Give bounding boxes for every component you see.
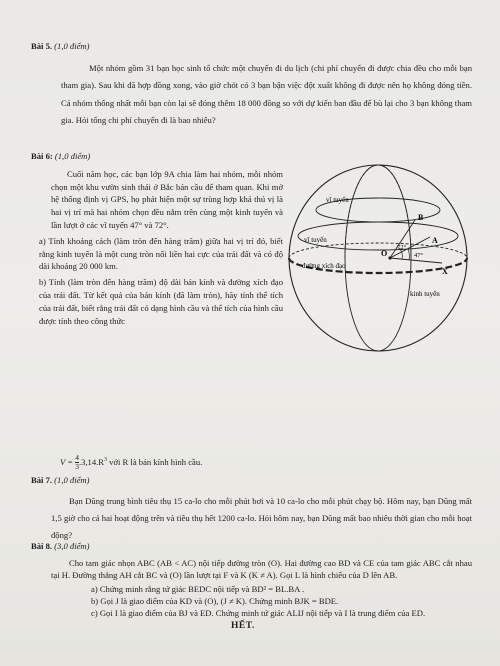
globe-outline <box>289 165 467 351</box>
meridian-front <box>345 165 411 351</box>
problem-8-part-b: b) Gọi J là giao điểm của KD và (O), (J ≠ K). Chứng minh BJK = BDE. <box>91 596 339 607</box>
problem-7-points: (1,0 điểm) <box>54 475 90 485</box>
problem-8 <box>31 540 472 619</box>
label-A: A <box>432 236 438 245</box>
problem-7-text: Bạn Dũng trung bình tiêu thụ 15 ca-lo cho mỗi phút bơi và 10 ca-lo cho mỗi phút chạy bộ. Hôm nay, bạn Dũng mất 1,5 giờ cho cả hai hoạt động trên và tiêu thụ hết 1200 ca-lo. Hỏi hôm nay, bạn Dũng mất bao nhiêu thời gian cho mỗi hoạt động? <box>51 495 472 540</box>
label-B: B <box>418 213 424 222</box>
volume-formula: V = $\frac{4}{3}$ $.3,14.R^3$ với R là bán kính hình cầu. <box>60 453 203 472</box>
label-angle-72: 72° <box>397 244 407 251</box>
angle-arc-47 <box>408 249 409 260</box>
problem-8-part-a: a) Chứng minh rằng tứ giác BEDC nội tiếp và BD² = BL.BA . <box>91 584 305 595</box>
label-meridian: kinh tuyến <box>410 290 440 298</box>
label-equator: đường xích đạo <box>302 262 346 270</box>
label-X: X <box>442 267 448 276</box>
end-mark: HẾT. <box>231 621 255 631</box>
problem-8-title: Bài 8. <box>31 541 53 551</box>
problem-8-points: (3,0 điểm) <box>54 541 90 551</box>
problem-6-title: Bài 6: <box>31 151 53 161</box>
formula-fraction: $\frac{4}{3}$ <box>75 453 79 472</box>
label-O: O <box>381 249 388 258</box>
problem-5-text: Một nhóm gồm 31 bạn học sinh tổ chức một chuyến đi du lịch (chi phí chuyến đi được chia đều cho mỗi bạn tham gia). Sau khi đã hợp đồng xong, vào giờ chót có 3 bạn bận việc đột xuất không đi được nên họ không đóng tiền. Cả nhóm thống nhất mỗi bạn còn lại sẽ đóng thêm 18 000 đồng so với dự kiến ban đầu để bù lại cho 3 bạn không tham gia. Hỏi tổng chi phí chuyến đi là bao nhiêu? <box>61 62 472 126</box>
problem-6-text: Cuối năm học, các bạn lớp 9A chia làm hai nhóm, mỗi nhóm chọn một khu vườn sinh thái ở Bắc bán cầu để tham quan. Khi mở hệ thống định vị GPS, họ phát hiện một sự trùng hợp khá thú vị là hai vị trí mà hai nhóm chọn đều nằm trên cùng một kinh tuyến và lần lượt ở các vĩ tuyến 47° và 72°. <box>51 168 283 230</box>
label-angle-47: 47° <box>414 252 424 259</box>
problem-6-part-a: a) Tính khoảng cách (làm tròn đến hàng trăm) giữa hai vị trí đó, biết rằng kinh tuyến là một cung tròn nối liền hai cực của trái đất và có độ dài khoảng 20 000 km. <box>39 235 283 272</box>
problem-8-heading <box>31 540 472 554</box>
problem-5-heading <box>31 40 472 54</box>
problem-8-part-c: c) Gọi I là giao điểm của BJ và ED. Chứng minh tứ giác ALIJ nội tiếp và I là trung điểm của ED. <box>91 608 426 619</box>
problem-8-text: Cho tam giác nhọn ABC (AB < AC) nội tiếp đường tròn (O). Hai đường cao BD và CE của tam giác ABC cắt nhau tại H. Đường thẳng AH cắt BC và (O) lần lượt tại F và K (K ≠ A). Gọi L là hình chiếu của D lên AB. <box>51 557 472 580</box>
label-parallel-47: vĩ tuyến <box>304 236 327 244</box>
problem-7 <box>31 474 472 544</box>
problem-6-points: (1,0 điểm) <box>54 151 91 161</box>
problem-7-title: Bài 7. <box>31 475 53 485</box>
problem-5 <box>31 40 472 130</box>
problem-5-points: (1,0 điểm) <box>54 41 90 51</box>
problem-6-part-b: b) Tính (làm tròn đến hàng trăm) độ dài bán kính và đường xích đạo của trái đất. Từ kết quả của bán kính (đã làm tròn), hãy tính thể tích của trái đất, biết rằng trái đất có dạng hình cầu và thể tích của hình cầu được tính theo công thức <box>39 277 283 326</box>
problem-6 <box>31 150 283 327</box>
problem-5-title: Bài 5. <box>31 41 53 51</box>
problem-7-heading <box>31 474 472 488</box>
center-point <box>388 256 391 259</box>
label-parallel-72: vĩ tuyến <box>326 196 349 204</box>
globe-figure <box>282 158 474 358</box>
problem-6-heading <box>31 150 283 164</box>
